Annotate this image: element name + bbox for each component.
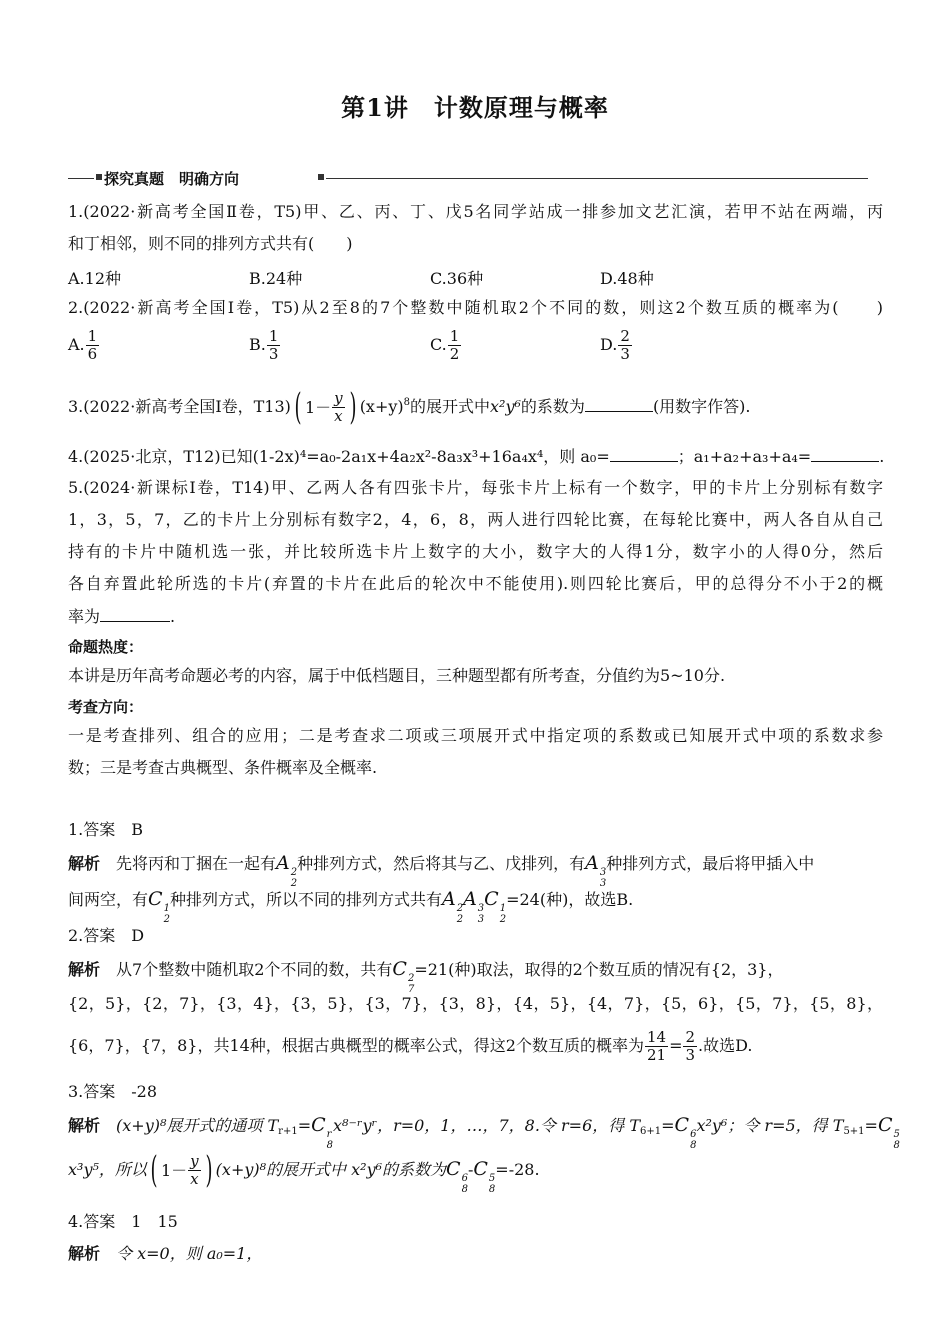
direction-label: 考查方向： — [68, 698, 144, 716]
q1-option: C.36种 — [430, 269, 484, 288]
left-paren: ( — [150, 1149, 158, 1191]
denominator: 21 — [646, 1046, 667, 1064]
q1-option: A.12种 — [68, 269, 122, 288]
fraction — [683, 1029, 697, 1064]
analysis-text: 种排列方式，最后将甲插入中 — [606, 854, 815, 873]
answer-heading: 2.答案 D — [68, 926, 145, 945]
comb-indices: 1 2 — [163, 903, 170, 925]
numerator: 1 — [87, 327, 98, 345]
q2-option — [430, 328, 462, 363]
q5-text: . — [170, 607, 176, 626]
section-rule-left — [68, 178, 94, 179]
binomial-factor — [147, 1148, 216, 1194]
denominator: 3 — [685, 1046, 696, 1064]
perm-indices: 2 2 — [290, 867, 298, 889]
heat-label: 命题热度： — [68, 638, 144, 656]
comb-indices: 5 8 — [488, 1173, 496, 1195]
analysis-text: x³y⁵，所以 — [68, 1160, 147, 1179]
answer-heading: 3.答案 -28 — [68, 1082, 158, 1101]
answer-line: {2，5}，{2，7}，{3，4}，{3，5}，{3，7}，{3，8}，{4，5}，{4，7}，{5，6}，{5，7}，{5，8}， — [68, 994, 883, 1013]
denominator — [188, 1171, 200, 1188]
direction-text: 数；三是考查古典概型、条件概率及全概率. — [68, 758, 378, 777]
numerator: 1 — [449, 327, 460, 345]
direction-text: 一是考查排列、组合的应用；二是考查求二项或三项展开式中指定项的系数或已知展开式中项的系数求参 — [68, 726, 883, 745]
fraction — [618, 328, 632, 363]
analysis-text: x²y⁶；令 r=5，得 T — [696, 1116, 844, 1135]
q5-line: 持有的卡片中随机选一张，并比较所选卡片上数字的大小，数字大的人得1分，数字小的人得0分，然后 — [68, 542, 883, 561]
answer-blank[interactable] — [585, 396, 653, 412]
comb-indices: r 8 — [326, 1129, 334, 1151]
numerator — [188, 1153, 200, 1171]
q4-text: ；a₁+a₂+a₃+a₄= — [677, 447, 812, 466]
comb-symbol: C — [674, 1114, 690, 1136]
perm-symbol: A — [276, 852, 290, 874]
denominator: 6 — [87, 345, 98, 363]
var-x: x — [334, 407, 343, 425]
q3-line — [68, 384, 883, 430]
right-paren: ) — [205, 1149, 213, 1191]
q2-option — [249, 328, 281, 363]
q2-option-label: B. — [249, 335, 266, 354]
numerator — [332, 390, 344, 408]
analysis-text: (x+y)⁸展开式的通项 T — [116, 1116, 279, 1135]
analysis-text: 令 x=0，则 a₀=1， — [116, 1244, 263, 1263]
left-paren: ( — [294, 386, 302, 428]
q4-line — [68, 446, 883, 467]
fraction — [645, 1029, 668, 1064]
q1-line: 和丁相邻，则不同的排列方式共有( ) — [68, 234, 353, 253]
page-title: 第1讲 计数原理与概率 — [341, 93, 609, 122]
q1-line: 1.(2022·新高考全国Ⅱ卷，T5)甲、乙、丙、丁、戊5名同学站成一排参加文艺汇演，若甲不站在两端，丙 — [68, 202, 883, 221]
analysis-text: =24(种)，故选B. — [506, 890, 634, 909]
analysis-text: 间两空，有 — [68, 890, 149, 909]
answer-line: 解析 (x+y)⁸展开式的通项 $T_{r+1}=C$ r 8 x⁸⁻ʳyʳ，r=0，1，…，7，8.令 r=6，得 $T_{6+1}=C$ 6 8 x²y⁶；令 r=5，得 $T_{5+1}=C$ 5 8 — [68, 1114, 900, 1151]
term: x²y⁶ — [490, 397, 521, 416]
comb-indices: 2 7 — [407, 973, 415, 995]
section-rule-right — [326, 178, 868, 179]
one-minus: 1－ — [304, 397, 332, 417]
var-y: y — [190, 1152, 199, 1170]
section-square-icon — [96, 174, 102, 180]
comb-indices: 6 8 — [690, 1129, 697, 1151]
answer-blank[interactable] — [811, 446, 879, 462]
q2-option-label: C. — [430, 335, 447, 354]
q1-option: D.48种 — [600, 269, 654, 288]
analysis-text: =21(种)取法，取得的2个数互质的情况有{2，3}， — [414, 960, 784, 979]
heat-text: 本讲是历年高考命题必考的内容，属于中低档题目，三种题型都有所考查，分值约为5~10分. — [68, 666, 726, 685]
analysis-label: 解析 — [68, 1244, 101, 1263]
perm-indices: 3 3 — [599, 867, 607, 889]
answer-line: {6，7}，{7，8}，共14种，根据古典概型的概率公式，得这2个数互质的概率为 $\frac{14}{21}$ = $\frac{2}{3}$ .故选D. — [68, 1028, 753, 1064]
answer-line: x³y⁵，所以 ( 1－ $\frac{y}{x}$ ) (x+y)⁸的展开式中 x²y⁶的系数为C 6 8 -C 5 8 =-28. — [68, 1149, 540, 1195]
answer-line — [68, 852, 883, 889]
right-paren: ) — [349, 386, 357, 428]
analysis-text: {6，7}，{7，8}，共14种，根据古典概型的概率公式，得这2个数互质的概率为 — [68, 1036, 644, 1055]
q2-stem: 2.(2022·新高考全国Ⅰ卷，T5)从2至8的7个整数中随机取2个不同的数，则这2个数互质的概率为( ) — [68, 298, 883, 317]
analysis-label: 解析 — [68, 854, 101, 873]
var-x: x — [190, 1170, 199, 1188]
binomial-factor — [291, 385, 360, 431]
analysis-text: .故选D. — [698, 1036, 753, 1055]
denominator: 3 — [620, 345, 630, 363]
perm-symbol: A — [585, 852, 599, 874]
section-square-icon — [318, 174, 324, 180]
denominator: 2 — [449, 345, 460, 363]
binomial: (x+y) — [359, 397, 404, 416]
comb-symbol: C — [446, 1158, 461, 1180]
q3-text: 的系数为 — [520, 397, 585, 416]
q5-line — [68, 606, 883, 627]
analysis-text: =-28. — [495, 1160, 540, 1179]
comb-symbol: C — [877, 1114, 893, 1136]
q2-option — [68, 328, 100, 363]
analysis-label: 解析 — [68, 960, 101, 979]
analysis-text: (x+y)⁸的展开式中 x²y⁶的系数为 — [215, 1160, 447, 1179]
q2-option — [600, 328, 633, 363]
numerator: 2 — [685, 1028, 696, 1046]
q4-text: . — [879, 447, 885, 466]
answer-line — [68, 888, 883, 925]
denominator — [332, 408, 344, 425]
q2-option-label: D. — [600, 335, 618, 354]
section-label: 探究真题 明确方向 — [104, 170, 240, 188]
numerator: 1 — [268, 327, 279, 345]
exponent: 8 — [403, 397, 411, 408]
analysis-label: 解析 — [68, 1116, 101, 1135]
numerator: 2 — [620, 327, 630, 345]
comb-symbol: C — [473, 1158, 488, 1180]
answer-line — [68, 1244, 883, 1264]
q3-text: 的展开式中 — [410, 397, 491, 416]
comb-indices: 1 2 — [499, 903, 507, 925]
q1-option: B.24种 — [249, 269, 303, 288]
analysis-text: 种排列方式，所以不同的排列方式共有 — [169, 890, 442, 909]
comb-symbol: C — [311, 1114, 326, 1136]
q3-tail: (用数字作答). — [652, 397, 751, 416]
analysis-text: 先将丙和丁捆在一起有 — [116, 854, 277, 873]
fraction — [86, 328, 100, 363]
denominator: 3 — [268, 345, 279, 363]
analysis-text: x⁸⁻ʳyʳ，r=0，1，…，7，8.令 r=6，得 T — [333, 1116, 641, 1135]
section-header — [68, 168, 868, 190]
fraction — [267, 328, 281, 363]
q5-line: 1，3，5，7，乙的卡片上分别标有数字2，4，6，8，两人进行四轮比赛，在每轮比赛中，两人各自从自己 — [68, 510, 883, 529]
q2-option-label: A. — [68, 335, 85, 354]
perm-symbol: A — [463, 888, 477, 910]
comb-indices: 6 8 — [461, 1173, 468, 1195]
answer-blank[interactable] — [100, 606, 170, 622]
numerator: 14 — [646, 1028, 667, 1046]
answer-heading: 1.答案 B — [68, 820, 144, 839]
q5-line: 各自弃置此轮所选的卡片(弃置的卡片在此后的轮次中不能使用).则四轮比赛后，甲的总得分不小于2的概 — [68, 574, 883, 593]
analysis-text: 种排列方式，然后将其与乙、戊排列，有 — [297, 854, 586, 873]
fraction — [188, 1153, 200, 1188]
one-minus: 1－ — [160, 1160, 188, 1180]
answer-heading: 4.答案 1 15 — [68, 1212, 178, 1231]
var-y: y — [334, 389, 343, 407]
q5-line: 5.(2024·新课标Ⅰ卷，T14)甲、乙两人各有四张卡片，每张卡片上标有一个数字，甲的卡片上分别标有数字 — [68, 478, 883, 497]
q3-source: 3.(2022·新高考全国Ⅰ卷，T13) — [68, 397, 291, 416]
perm-symbol: A — [441, 888, 456, 910]
comb-symbol: C — [484, 888, 499, 910]
perm-indices: 2 2 — [456, 903, 464, 925]
comb-indices: 5 8 — [893, 1129, 900, 1151]
analysis-text: 从7个整数中随机取2个不同的数，共有 — [116, 960, 393, 979]
fraction — [448, 328, 462, 363]
comb-symbol: C — [392, 958, 407, 980]
answer-line — [68, 958, 883, 995]
q5-text: 率为 — [68, 607, 101, 626]
q4-text: 4.(2025·北京，T12)已知(1-2x)⁴=a₀-2a₁x+4a₂x²-8a₃x³+16a₄x⁴，则 a₀= — [68, 447, 610, 466]
answer-blank[interactable] — [610, 446, 678, 462]
perm-indices: 3 3 — [477, 903, 485, 925]
comb-symbol: C — [148, 888, 163, 910]
fraction — [332, 390, 344, 425]
